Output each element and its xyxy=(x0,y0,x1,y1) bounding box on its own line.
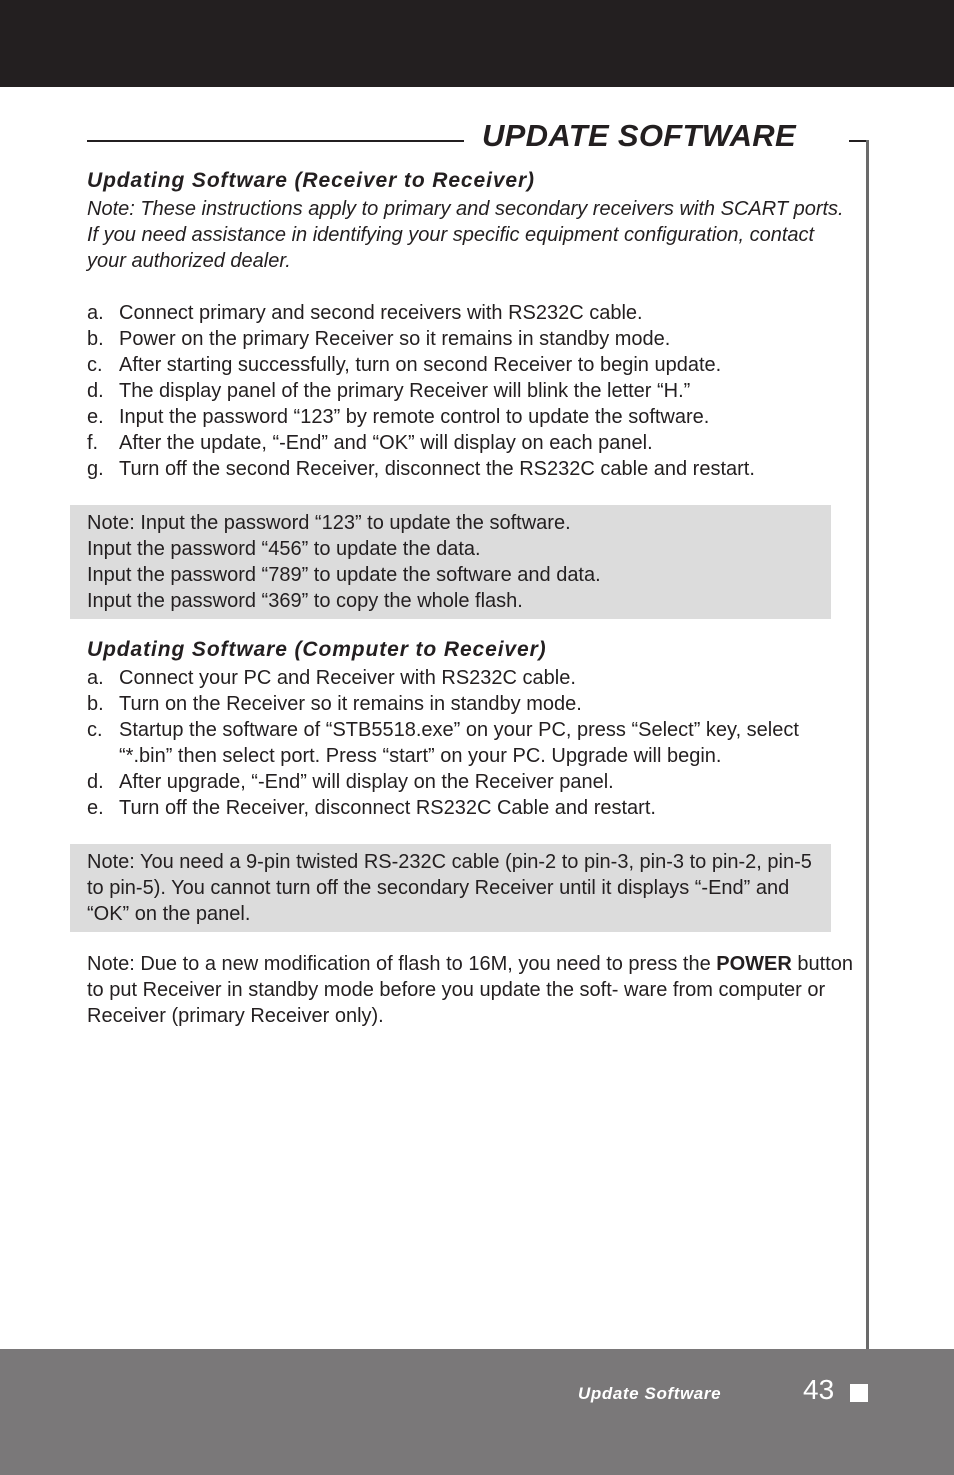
password-note-line: Input the password “789” to update the software and data. xyxy=(87,564,601,586)
list-marker: f. xyxy=(87,432,99,454)
page-content xyxy=(87,166,857,1029)
list-item xyxy=(87,691,857,717)
list-item-text: Connect primary and second receivers with RS232C cable. xyxy=(119,302,643,324)
cable-note: Note: You need a 9-pin twisted RS-232C cable (pin-2 to pin-3, pin-3 to pin-2, pin-5 to pin-5). You cannot turn off the secondary Receiver until it displays “-End” and “OK” on the panel. xyxy=(87,851,812,925)
list-item xyxy=(87,300,857,326)
list-item-text: Input the password “123” by remote control to update the software. xyxy=(119,406,710,428)
list-marker: c. xyxy=(87,719,103,741)
scart-intro-note: Note: These instructions apply to primary and secondary receivers with SCART ports. If you need assistance in identifying your specific equipment configuration, contact your authorized dealer. xyxy=(87,198,844,272)
footer-square-icon xyxy=(850,1384,868,1402)
password-note-box xyxy=(70,505,831,619)
section-heading-receiver-to-receiver: Updating Software (Receiver to Receiver) xyxy=(87,169,535,192)
list-item-text: After the update, “-End” and “OK” will display on each panel. xyxy=(119,432,653,454)
list-item xyxy=(87,456,857,482)
spacer xyxy=(87,274,857,300)
list-item-text: After upgrade, “-End” will display on the Receiver panel. xyxy=(119,771,614,793)
list-item xyxy=(87,665,857,691)
list-item-text: The display panel of the primary Receiver will blink the letter “H.” xyxy=(119,380,691,402)
list-marker: e. xyxy=(87,406,104,428)
list-marker: e. xyxy=(87,797,104,819)
flash-note-text xyxy=(87,951,857,1029)
footer-bar xyxy=(0,1349,954,1475)
list-item xyxy=(87,352,857,378)
flash-note-post: button to put Receiver in standby mode before you update the soft- ware from computer or Receiver (primary Receiver only). xyxy=(87,953,853,1027)
list-item-text: Connect your PC and Receiver with RS232C cable. xyxy=(119,667,576,689)
side-rule xyxy=(866,140,869,1350)
password-note-line: Input the password “369” to copy the whole flash. xyxy=(87,590,523,612)
flash-note-pre: Note: Due to a new modification of flash to 16M, you need to press the xyxy=(87,953,717,975)
list-item xyxy=(87,326,857,352)
list-item xyxy=(87,717,857,769)
power-keyword: POWER xyxy=(716,953,792,975)
page-title: UPDATE SOFTWARE xyxy=(482,118,796,153)
page-number: 43 xyxy=(803,1374,835,1405)
list-item-text: After starting successfully, turn on second Receiver to begin update. xyxy=(119,354,722,376)
section-heading-computer-to-receiver: Updating Software (Computer to Receiver) xyxy=(87,638,547,661)
footer-section-label: Update Software xyxy=(578,1384,722,1403)
list-marker: d. xyxy=(87,771,104,793)
list-item-text: Turn on the Receiver so it remains in standby mode. xyxy=(119,693,582,715)
password-note-line: Input the password “456” to update the data. xyxy=(87,538,481,560)
list-item xyxy=(87,378,857,404)
list-item-text: Power on the primary Receiver so it remains in standby mode. xyxy=(119,328,671,350)
spacer xyxy=(87,932,857,951)
list-marker: g. xyxy=(87,458,104,480)
list-item xyxy=(87,430,857,456)
list-marker: c. xyxy=(87,354,103,376)
top-banner xyxy=(0,0,954,87)
list-marker: a. xyxy=(87,667,104,689)
header-rule xyxy=(87,140,464,142)
list-marker: d. xyxy=(87,380,104,402)
list-item xyxy=(87,769,857,795)
spacer xyxy=(87,619,857,635)
receiver-steps-list xyxy=(87,300,857,482)
list-item xyxy=(87,404,857,430)
spacer xyxy=(87,482,857,505)
list-item-text: Turn off the second Receiver, disconnect the RS232C cable and restart. xyxy=(119,458,755,480)
computer-steps-list xyxy=(87,665,857,821)
flash-note xyxy=(87,951,857,1029)
spacer xyxy=(87,821,857,844)
list-item xyxy=(87,795,857,821)
list-item-text: Turn off the Receiver, disconnect RS232C Cable and restart. xyxy=(119,797,656,819)
list-marker: a. xyxy=(87,302,104,324)
password-note-line: Note: Input the password “123” to update the software. xyxy=(87,512,571,534)
list-marker: b. xyxy=(87,693,104,715)
list-marker: b. xyxy=(87,328,104,350)
cable-note-box xyxy=(70,844,831,932)
list-item-text: Startup the software of “STB5518.exe” on your PC, press “Select” key, select “*.bin” then select port. Press “start” on your PC. Upgrade will begin. xyxy=(119,719,799,767)
